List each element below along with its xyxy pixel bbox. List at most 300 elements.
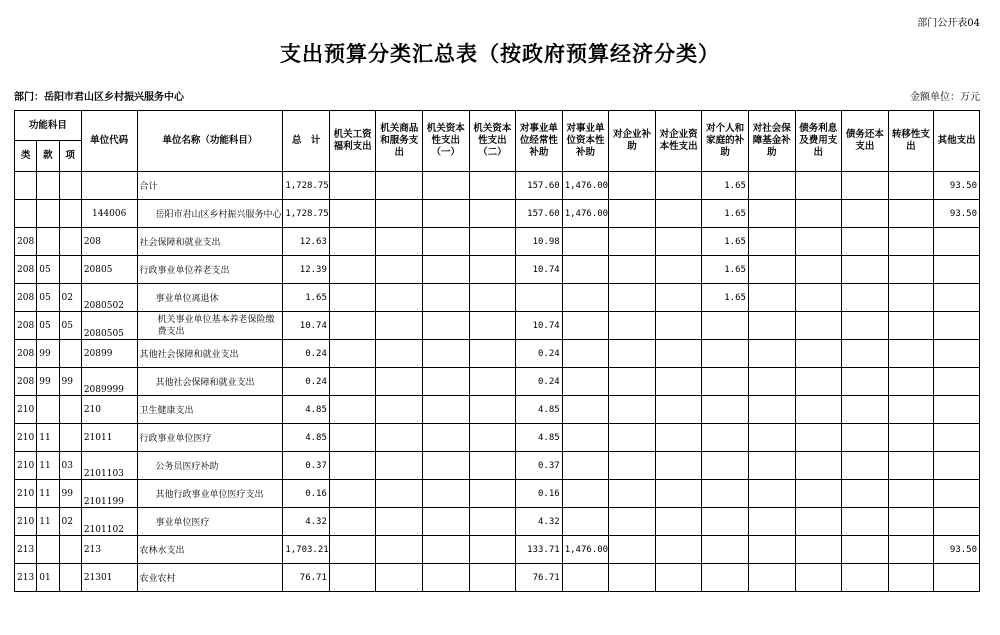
cell-value	[702, 508, 749, 536]
cell-lei: 210	[15, 480, 37, 508]
cell-unit-name: 卫生健康支出	[137, 396, 283, 424]
cell-kuan: 11	[37, 508, 59, 536]
header-col: 机关商品和服务支出	[376, 111, 423, 172]
cell-value	[329, 312, 376, 340]
cell-value	[329, 256, 376, 284]
cell-value	[842, 480, 889, 508]
cell-value	[934, 508, 980, 536]
cell-value	[469, 256, 516, 284]
table-row	[15, 368, 980, 396]
cell-value	[934, 452, 980, 480]
cell-value	[609, 256, 656, 284]
cell-value: 1.65	[702, 284, 749, 312]
cell-value	[609, 396, 656, 424]
cell-xiang	[59, 424, 81, 452]
cell-value	[795, 200, 842, 228]
cell-value	[934, 284, 980, 312]
cell-lei: 210	[15, 508, 37, 536]
header-col: 机关资本性支出（一）	[423, 111, 470, 172]
cell-value	[562, 284, 609, 312]
cell-value	[609, 508, 656, 536]
cell-value: 10.98	[516, 228, 563, 256]
cell-value	[748, 312, 795, 340]
cell-unit-code: 2101103	[81, 452, 137, 480]
cell-value	[655, 284, 702, 312]
cell-value: 93.50	[934, 200, 980, 228]
header-col: 债务还本支出	[842, 111, 889, 172]
cell-total: 12.63	[283, 228, 330, 256]
cell-value	[376, 508, 423, 536]
amount-unit-label: 金额单位：万元	[910, 92, 980, 103]
cell-value	[702, 564, 749, 592]
cell-value: 1.65	[702, 200, 749, 228]
cell-value	[748, 396, 795, 424]
cell-value	[423, 340, 470, 368]
cell-lei: 210	[15, 424, 37, 452]
cell-xiang	[59, 564, 81, 592]
cell-value	[562, 424, 609, 452]
cell-value	[469, 312, 516, 340]
cell-value	[609, 200, 656, 228]
cell-value	[562, 396, 609, 424]
cell-value	[842, 284, 889, 312]
cell-xiang	[59, 172, 81, 200]
cell-value	[795, 508, 842, 536]
table-row	[15, 284, 980, 312]
cell-value	[329, 536, 376, 564]
cell-value	[329, 508, 376, 536]
cell-value	[423, 228, 470, 256]
cell-lei: 213	[15, 536, 37, 564]
cell-value	[562, 452, 609, 480]
header-col: 其他支出	[934, 111, 980, 172]
cell-value	[376, 256, 423, 284]
cell-value	[329, 424, 376, 452]
cell-total: 0.24	[283, 368, 330, 396]
header-total: 总 计	[283, 111, 330, 172]
cell-value	[748, 340, 795, 368]
cell-value	[934, 228, 980, 256]
cell-xiang: 02	[59, 508, 81, 536]
cell-value	[376, 424, 423, 452]
cell-kuan	[37, 228, 59, 256]
cell-value	[795, 284, 842, 312]
cell-value	[423, 536, 470, 564]
table-row	[15, 312, 980, 340]
cell-value	[795, 396, 842, 424]
cell-value	[469, 368, 516, 396]
cell-value: 0.16	[516, 480, 563, 508]
cell-unit-name: 其他社会保障和就业支出	[137, 340, 283, 368]
cell-value	[934, 396, 980, 424]
cell-unit-code: 2080505	[81, 312, 137, 340]
cell-value	[609, 480, 656, 508]
cell-value	[748, 564, 795, 592]
cell-value	[609, 228, 656, 256]
page-title: 支出预算分类汇总表（按政府预算经济分类）	[280, 41, 720, 66]
header-func-subject: 功能科目	[15, 111, 82, 141]
cell-unit-code	[81, 172, 137, 200]
cell-value	[423, 312, 470, 340]
cell-kuan: 05	[37, 256, 59, 284]
cell-value	[748, 508, 795, 536]
cell-value	[329, 284, 376, 312]
header-col: 债务利息及费用支出	[795, 111, 842, 172]
cell-kuan: 99	[37, 368, 59, 396]
cell-unit-name: 其他行政事业单位医疗支出	[137, 480, 283, 508]
cell-total: 76.71	[283, 564, 330, 592]
cell-value: 0.24	[516, 368, 563, 396]
cell-value	[795, 256, 842, 284]
cell-kuan	[37, 200, 59, 228]
cell-value	[934, 480, 980, 508]
cell-xiang: 99	[59, 368, 81, 396]
table-row	[15, 256, 980, 284]
cell-value	[423, 368, 470, 396]
cell-value	[888, 172, 934, 200]
cell-total: 0.24	[283, 340, 330, 368]
cell-value	[795, 424, 842, 452]
cell-lei: 213	[15, 564, 37, 592]
cell-value	[842, 228, 889, 256]
cell-value	[469, 172, 516, 200]
cell-value: 4.85	[516, 396, 563, 424]
cell-lei: 208	[15, 368, 37, 396]
cell-value	[329, 396, 376, 424]
header-col: 转移性支出	[888, 111, 934, 172]
cell-value	[329, 228, 376, 256]
cell-value	[329, 172, 376, 200]
cell-unit-code: 21011	[81, 424, 137, 452]
cell-lei	[15, 200, 37, 228]
cell-value	[748, 228, 795, 256]
cell-xiang	[59, 256, 81, 284]
cell-value	[655, 340, 702, 368]
cell-value	[376, 396, 423, 424]
cell-value	[655, 172, 702, 200]
cell-kuan: 11	[37, 480, 59, 508]
cell-value	[842, 172, 889, 200]
cell-kuan: 11	[37, 424, 59, 452]
cell-value	[609, 368, 656, 396]
cell-unit-name: 农业农村	[137, 564, 283, 592]
cell-unit-name: 行政事业单位医疗	[137, 424, 283, 452]
cell-value	[469, 396, 516, 424]
table-row	[15, 452, 980, 480]
cell-kuan: 99	[37, 340, 59, 368]
header-col: 对社会保障基金补助	[748, 111, 795, 172]
cell-value: 1,476.00	[562, 200, 609, 228]
table-row	[15, 424, 980, 452]
cell-value	[888, 508, 934, 536]
cell-value	[842, 200, 889, 228]
cell-lei: 208	[15, 284, 37, 312]
cell-value	[655, 564, 702, 592]
cell-value	[888, 536, 934, 564]
cell-value	[329, 480, 376, 508]
cell-total: 1,728.75	[283, 172, 330, 200]
cell-value	[655, 396, 702, 424]
cell-lei: 208	[15, 228, 37, 256]
cell-value	[655, 424, 702, 452]
header-col: 对事业单位经常性补助	[516, 111, 563, 172]
cell-kuan: 05	[37, 284, 59, 312]
cell-value	[702, 368, 749, 396]
cell-value	[609, 424, 656, 452]
cell-value	[842, 508, 889, 536]
cell-unit-code: 208	[81, 228, 137, 256]
cell-value	[748, 200, 795, 228]
cell-unit-code: 2080502	[81, 284, 137, 312]
cell-value	[748, 284, 795, 312]
cell-kuan: 11	[37, 452, 59, 480]
cell-value	[748, 256, 795, 284]
cell-unit-name: 公务员医疗补助	[137, 452, 283, 480]
cell-value	[795, 312, 842, 340]
cell-value	[655, 256, 702, 284]
cell-value	[655, 508, 702, 536]
cell-xiang	[59, 536, 81, 564]
cell-value	[469, 284, 516, 312]
cell-unit-name: 事业单位医疗	[137, 508, 283, 536]
cell-total: 4.85	[283, 396, 330, 424]
cell-value	[376, 368, 423, 396]
cell-value	[329, 452, 376, 480]
cell-unit-name: 社会保障和就业支出	[137, 228, 283, 256]
cell-value: 4.32	[516, 508, 563, 536]
cell-lei: 208	[15, 312, 37, 340]
cell-value: 76.71	[516, 564, 563, 592]
table-row	[15, 396, 980, 424]
cell-xiang: 05	[59, 312, 81, 340]
cell-value	[469, 340, 516, 368]
cell-value	[888, 312, 934, 340]
header-col: 对个人和家庭的补助	[702, 111, 749, 172]
cell-value	[609, 172, 656, 200]
cell-value	[888, 424, 934, 452]
cell-value	[562, 508, 609, 536]
cell-value: 1,476.00	[562, 536, 609, 564]
cell-value	[562, 564, 609, 592]
cell-value: 157.60	[516, 172, 563, 200]
cell-value	[888, 228, 934, 256]
cell-value	[469, 480, 516, 508]
cell-value: 4.85	[516, 424, 563, 452]
cell-value	[516, 284, 563, 312]
cell-value	[888, 284, 934, 312]
cell-total: 4.85	[283, 424, 330, 452]
cell-value	[469, 424, 516, 452]
cell-value	[702, 424, 749, 452]
cell-value	[934, 256, 980, 284]
cell-value	[795, 228, 842, 256]
cell-unit-name: 事业单位离退休	[137, 284, 283, 312]
cell-value	[934, 564, 980, 592]
cell-value	[702, 312, 749, 340]
cell-value	[609, 312, 656, 340]
cell-value	[376, 564, 423, 592]
cell-value	[795, 480, 842, 508]
cell-value: 93.50	[934, 536, 980, 564]
cell-value	[469, 228, 516, 256]
cell-total: 12.39	[283, 256, 330, 284]
header-lei: 类	[15, 141, 37, 172]
cell-value	[423, 452, 470, 480]
header-col: 对事业单位资本性补助	[562, 111, 609, 172]
cell-value	[934, 368, 980, 396]
cell-value	[655, 452, 702, 480]
cell-unit-name: 其他社会保障和就业支出	[137, 368, 283, 396]
cell-value	[655, 536, 702, 564]
cell-value	[795, 536, 842, 564]
cell-unit-code: 2089999	[81, 368, 137, 396]
header-col: 机关工资福利支出	[329, 111, 376, 172]
cell-value: 10.74	[516, 312, 563, 340]
cell-value	[795, 564, 842, 592]
cell-value	[562, 368, 609, 396]
cell-value	[423, 508, 470, 536]
cell-unit-code: 210	[81, 396, 137, 424]
cell-value	[469, 452, 516, 480]
cell-value	[423, 424, 470, 452]
cell-unit-code: 2101199	[81, 480, 137, 508]
cell-value	[376, 228, 423, 256]
cell-value	[609, 536, 656, 564]
cell-value	[655, 480, 702, 508]
table-row	[15, 508, 980, 536]
cell-value	[376, 312, 423, 340]
cell-value	[376, 172, 423, 200]
cell-xiang	[59, 396, 81, 424]
cell-lei: 210	[15, 452, 37, 480]
cell-value	[842, 368, 889, 396]
cell-value	[609, 564, 656, 592]
cell-value	[888, 340, 934, 368]
cell-value	[562, 480, 609, 508]
cell-value	[655, 368, 702, 396]
cell-value	[888, 368, 934, 396]
cell-unit-name: 合计	[137, 172, 283, 200]
table-row	[15, 340, 980, 368]
cell-value: 1.65	[702, 172, 749, 200]
cell-value	[748, 452, 795, 480]
cell-total: 1.65	[283, 284, 330, 312]
table-number-label: 部门公开表04	[917, 18, 980, 29]
cell-value	[702, 396, 749, 424]
cell-value: 0.37	[516, 452, 563, 480]
cell-value	[469, 508, 516, 536]
cell-value	[934, 424, 980, 452]
cell-value	[376, 200, 423, 228]
cell-kuan	[37, 396, 59, 424]
cell-value	[329, 368, 376, 396]
cell-value	[748, 368, 795, 396]
cell-lei: 208	[15, 340, 37, 368]
cell-value	[748, 172, 795, 200]
cell-total: 0.16	[283, 480, 330, 508]
cell-total: 0.37	[283, 452, 330, 480]
cell-value	[376, 536, 423, 564]
cell-xiang	[59, 200, 81, 228]
cell-value	[376, 480, 423, 508]
cell-value	[423, 200, 470, 228]
cell-total: 4.32	[283, 508, 330, 536]
expenditure-table	[14, 110, 980, 592]
cell-value	[795, 340, 842, 368]
cell-value	[888, 564, 934, 592]
cell-value: 93.50	[934, 172, 980, 200]
cell-value	[655, 200, 702, 228]
cell-unit-name: 机关事业单位基本养老保险缴费支出	[137, 312, 283, 340]
cell-xiang: 02	[59, 284, 81, 312]
cell-value: 157.60	[516, 200, 563, 228]
cell-value	[423, 284, 470, 312]
cell-value: 1.65	[702, 228, 749, 256]
cell-lei: 210	[15, 396, 37, 424]
header-col: 对企业资本性支出	[655, 111, 702, 172]
cell-value	[795, 452, 842, 480]
cell-value	[842, 564, 889, 592]
cell-value	[842, 396, 889, 424]
cell-value	[842, 256, 889, 284]
cell-xiang	[59, 228, 81, 256]
cell-unit-code: 144006	[81, 200, 137, 228]
cell-total: 1,703.21	[283, 536, 330, 564]
cell-xiang: 99	[59, 480, 81, 508]
cell-unit-name: 岳阳市君山区乡村振兴服务中心	[137, 200, 283, 228]
header-unit-name: 单位名称（功能科目）	[137, 111, 283, 172]
cell-value	[609, 452, 656, 480]
cell-value	[423, 172, 470, 200]
cell-value: 133.71	[516, 536, 563, 564]
cell-value	[888, 480, 934, 508]
header-col: 对企业补助	[609, 111, 656, 172]
cell-value	[329, 200, 376, 228]
cell-total: 1,728.75	[283, 200, 330, 228]
cell-xiang: 03	[59, 452, 81, 480]
cell-kuan: 01	[37, 564, 59, 592]
cell-kuan	[37, 536, 59, 564]
cell-value	[842, 312, 889, 340]
cell-unit-name: 农林水支出	[137, 536, 283, 564]
cell-value	[888, 200, 934, 228]
cell-lei: 208	[15, 256, 37, 284]
cell-value	[609, 284, 656, 312]
cell-value	[562, 340, 609, 368]
cell-value	[469, 536, 516, 564]
cell-lei	[15, 172, 37, 200]
cell-value	[609, 340, 656, 368]
cell-value	[376, 340, 423, 368]
cell-kuan: 05	[37, 312, 59, 340]
cell-value	[934, 312, 980, 340]
table-row	[15, 172, 980, 200]
cell-value	[562, 312, 609, 340]
cell-value	[376, 284, 423, 312]
table-row	[15, 480, 980, 508]
cell-value	[423, 396, 470, 424]
cell-value	[888, 452, 934, 480]
cell-value: 0.24	[516, 340, 563, 368]
table-row	[15, 200, 980, 228]
cell-value	[376, 452, 423, 480]
cell-value	[795, 172, 842, 200]
cell-value	[748, 424, 795, 452]
cell-kuan	[37, 172, 59, 200]
cell-unit-name: 行政事业单位养老支出	[137, 256, 283, 284]
cell-value	[655, 312, 702, 340]
cell-value	[423, 480, 470, 508]
